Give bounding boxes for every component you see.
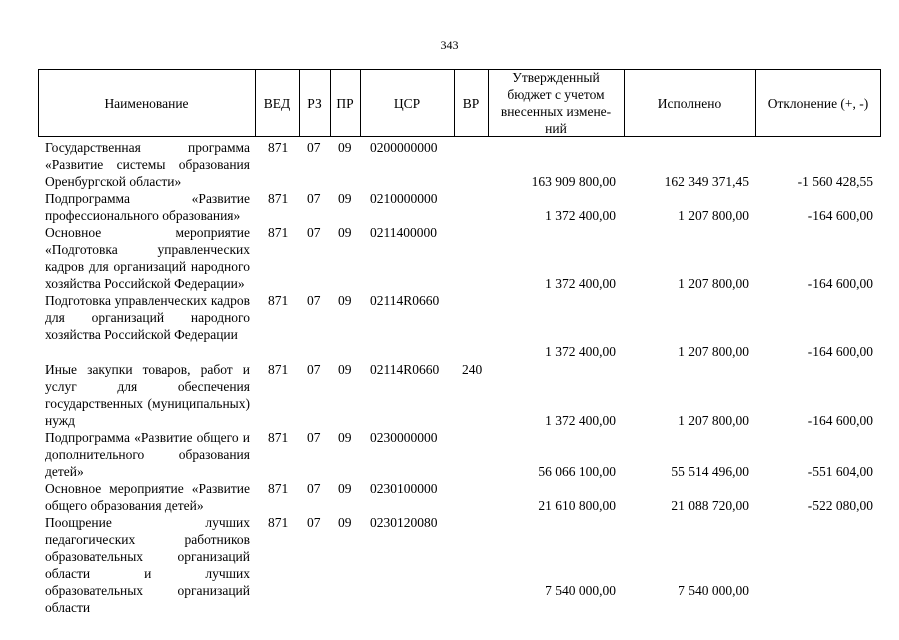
row-ved: 871 — [268, 225, 289, 240]
col-border — [755, 69, 756, 137]
row-executed: 21 088 720,00 — [671, 498, 749, 513]
row-approved: 1 372 400,00 — [545, 344, 616, 359]
header-executed: Исполнено — [657, 95, 722, 111]
row-executed: 1 207 800,00 — [678, 344, 749, 359]
row-executed: 1 207 800,00 — [678, 276, 749, 291]
row-deviation: -164 600,00 — [807, 208, 873, 223]
row-csr: 02114R0660 — [370, 362, 440, 377]
row-approved: 7 540 000,00 — [545, 583, 616, 598]
row-approved: 1 372 400,00 — [545, 413, 616, 428]
row-csr: 0230120080 — [370, 515, 438, 530]
row-pr: 09 — [338, 430, 352, 445]
row-pr: 09 — [338, 140, 352, 155]
row-deviation: -522 080,00 — [807, 498, 873, 513]
row-rz: 07 — [307, 430, 321, 445]
col-border — [880, 69, 881, 137]
row-executed: 1 207 800,00 — [678, 208, 749, 223]
row-deviation: -164 600,00 — [807, 344, 873, 359]
row-executed: 162 349 371,45 — [664, 174, 749, 189]
row-rz: 07 — [307, 225, 321, 240]
row-name: Поощрение лучших педагогических работников образовательных организаций области и лучших образовательных организаций области — [45, 515, 250, 615]
header-ved: ВЕД — [263, 95, 291, 111]
row-ved: 871 — [268, 293, 289, 308]
header-rz: РЗ — [307, 95, 322, 111]
row-deviation: -164 600,00 — [807, 276, 873, 291]
row-csr: 0230000000 — [370, 430, 438, 445]
header-approved: Утвержденный бюджет с учетом внесенных измене-ний — [500, 70, 612, 136]
row-name: Государственная программа «Развитие системы образования Оренбургской области» — [45, 140, 250, 189]
row-deviation: -164 600,00 — [807, 413, 873, 428]
row-ved: 871 — [268, 140, 289, 155]
header-pr: ПР — [336, 95, 354, 111]
row-rz: 07 — [307, 293, 321, 308]
row-ved: 871 — [268, 515, 289, 530]
row-pr: 09 — [338, 191, 352, 206]
row-rz: 07 — [307, 362, 321, 377]
row-ved: 871 — [268, 362, 289, 377]
row-pr: 09 — [338, 515, 352, 530]
row-executed: 7 540 000,00 — [678, 583, 749, 598]
row-deviation: -551 604,00 — [807, 464, 873, 479]
row-ved: 871 — [268, 481, 289, 496]
row-name: Иные закупки товаров, работ и услуг для обеспечения государственных (муниципальных) нужд — [45, 362, 250, 428]
row-rz: 07 — [307, 515, 321, 530]
row-approved: 163 909 800,00 — [531, 174, 616, 189]
row-csr: 0210000000 — [370, 191, 438, 206]
page-number: 343 — [440, 38, 459, 52]
row-ved: 871 — [268, 430, 289, 445]
row-rz: 07 — [307, 140, 321, 155]
col-border — [488, 69, 489, 137]
table-header — [38, 69, 881, 137]
row-deviation: -1 560 428,55 — [797, 174, 873, 189]
header-deviation: Отклонение (+, -) — [767, 95, 869, 111]
header-name: Наименование — [104, 95, 189, 111]
row-csr: 02114R0660 — [370, 293, 440, 308]
row-pr: 09 — [338, 293, 352, 308]
row-name: Подпрограмма «Развитие профессионального образования» — [45, 191, 250, 223]
row-name: Основное мероприятие «Подготовка управленческих кадров для организаций народного хозяйства Российской Федерации» — [45, 225, 250, 291]
row-approved: 21 610 800,00 — [538, 498, 616, 513]
row-name: Подготовка управленческих кадров для организаций народного хозяйства Российской Федерации — [45, 293, 250, 342]
row-pr: 09 — [338, 225, 352, 240]
header-vr: ВР — [462, 95, 480, 111]
row-csr: 0200000000 — [370, 140, 438, 155]
row-pr: 09 — [338, 481, 352, 496]
row-name: Подпрограмма «Развитие общего и дополнительного образования детей» — [45, 430, 250, 479]
row-approved: 56 066 100,00 — [538, 464, 616, 479]
row-approved: 1 372 400,00 — [545, 208, 616, 223]
header-csr: ЦСР — [393, 95, 421, 111]
row-executed: 1 207 800,00 — [678, 413, 749, 428]
row-rz: 07 — [307, 191, 321, 206]
row-executed: 55 514 496,00 — [671, 464, 749, 479]
row-rz: 07 — [307, 481, 321, 496]
row-pr: 09 — [338, 362, 352, 377]
row-csr: 0230100000 — [370, 481, 438, 496]
row-csr: 0211400000 — [370, 225, 437, 240]
row-vr: 240 — [462, 362, 483, 377]
row-approved: 1 372 400,00 — [545, 276, 616, 291]
row-name: Основное мероприятие «Развитие общего образования детей» — [45, 481, 250, 513]
row-ved: 871 — [268, 191, 289, 206]
